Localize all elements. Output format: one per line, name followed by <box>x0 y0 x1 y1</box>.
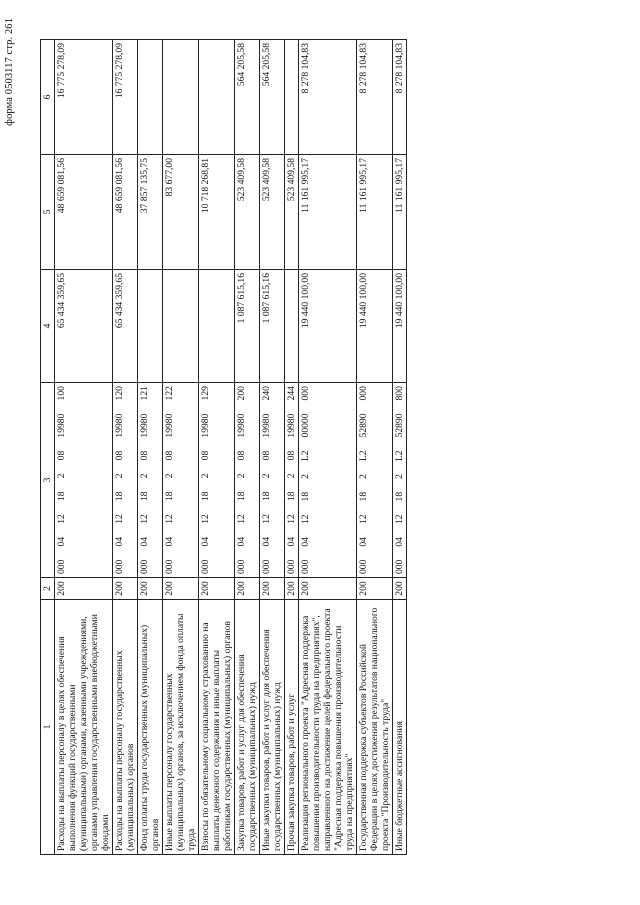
table-row <box>357 40 393 855</box>
table-row <box>260 40 285 855</box>
code-segment: 08 <box>261 450 272 461</box>
row-line-code: 200 <box>55 578 113 600</box>
code-segment: 19980 <box>56 413 67 438</box>
row-approved <box>285 270 299 383</box>
code-segment: 000 <box>164 559 175 574</box>
row-budget-code <box>113 383 138 578</box>
row-unexecuted: 8 278 104,83 <box>357 40 393 155</box>
code-segment: 52890 <box>358 413 369 438</box>
row-budget-code <box>138 383 163 578</box>
row-line-code: 200 <box>199 578 235 600</box>
row-executed: 83 677,00 <box>163 155 199 270</box>
row-unexecuted: 16 775 278,09 <box>113 40 138 155</box>
code-segment: 2 <box>164 473 175 479</box>
column-header: 1 <box>41 600 55 855</box>
row-unexecuted: 8 278 104,83 <box>299 40 357 155</box>
row-approved: 1 087 615,16 <box>260 270 285 383</box>
code-segment: 000 <box>286 559 297 574</box>
row-unexecuted: 16 775 278,09 <box>55 40 113 155</box>
column-header: 6 <box>41 40 55 155</box>
code-segment: 12 <box>394 514 405 525</box>
row-budget-code <box>285 383 299 578</box>
code-segment: 12 <box>164 514 175 524</box>
code-segment: 12 <box>200 514 211 524</box>
row-approved: 19 440 100,00 <box>357 270 393 383</box>
code-segment: 2 <box>200 473 211 479</box>
code-segment: 2 <box>286 473 297 479</box>
code-segment: 04 <box>139 536 150 547</box>
code-segment: 19980 <box>200 413 211 438</box>
code-segment: 08 <box>286 450 297 461</box>
row-name: Фонд оплаты труда государственных (муниципальных) органов <box>138 600 163 855</box>
row-name: Закупка товаров, работ и услуг для обеспечения государственных (муниципальных) нужд <box>235 600 260 855</box>
table-row <box>199 40 235 855</box>
row-name: Расходы на выплаты персоналу государственных (муниципальных) органов <box>113 600 138 855</box>
code-segment: 129 <box>200 386 211 401</box>
code-segment: 000 <box>358 559 369 574</box>
row-name: Иные выплаты персоналу государственных (муниципальных) органов, за исключением фонда оплаты труда <box>163 600 199 855</box>
table-row <box>285 40 299 855</box>
table-row <box>113 40 138 855</box>
row-approved: 65 434 359,65 <box>55 270 113 383</box>
code-segment: 04 <box>200 536 211 547</box>
row-unexecuted: 564 205,58 <box>260 40 285 155</box>
code-segment: 120 <box>114 386 125 401</box>
row-executed: 11 161 995,17 <box>357 155 393 270</box>
code-segment: 18 <box>261 491 272 501</box>
code-segment: 18 <box>164 491 175 501</box>
row-line-code: 200 <box>163 578 199 600</box>
code-segment: 2 <box>236 473 247 479</box>
code-segment: 04 <box>164 536 175 547</box>
code-segment: 000 <box>394 559 405 574</box>
code-segment: 19980 <box>261 413 272 438</box>
code-segment: 12 <box>358 514 369 525</box>
code-segment: 18 <box>300 491 311 502</box>
column-number-row <box>41 40 55 855</box>
row-executed: 48 659 081,56 <box>113 155 138 270</box>
code-segment: 000 <box>56 559 67 574</box>
column-header: 2 <box>41 578 55 600</box>
code-segment: 000 <box>300 559 311 574</box>
code-segment: 08 <box>139 450 150 461</box>
code-segment: 18 <box>286 491 297 501</box>
code-segment: 000 <box>139 559 150 574</box>
code-segment: L2 <box>300 450 311 462</box>
code-segment: 18 <box>358 491 369 502</box>
code-segment: L2 <box>394 450 405 462</box>
code-segment: 122 <box>164 386 175 401</box>
table-row <box>299 40 357 855</box>
code-segment: 04 <box>56 536 67 547</box>
code-segment: 2 <box>358 474 369 479</box>
row-executed: 523 409,58 <box>260 155 285 270</box>
code-segment: 04 <box>236 536 247 547</box>
row-budget-code <box>199 383 235 578</box>
code-segment: 12 <box>139 514 150 524</box>
code-segment: 19980 <box>164 413 175 438</box>
code-segment: 04 <box>114 536 125 547</box>
code-segment: 18 <box>236 491 247 501</box>
code-segment: 12 <box>56 514 67 524</box>
row-executed: 11 161 995,17 <box>393 155 407 270</box>
table-row <box>163 40 199 855</box>
row-approved: 19 440 100,00 <box>299 270 357 383</box>
row-line-code: 200 <box>138 578 163 600</box>
row-line-code: 200 <box>299 578 357 600</box>
code-segment: 12 <box>114 514 125 524</box>
code-segment: 100 <box>56 386 67 401</box>
code-segment: 19980 <box>236 413 247 438</box>
row-approved <box>163 270 199 383</box>
row-budget-code <box>357 383 393 578</box>
code-segment: L2 <box>358 450 369 462</box>
row-unexecuted: 564 205,58 <box>235 40 260 155</box>
code-segment: 2 <box>300 474 311 479</box>
row-approved <box>138 270 163 383</box>
row-budget-code <box>163 383 199 578</box>
table-row <box>138 40 163 855</box>
row-line-code: 200 <box>357 578 393 600</box>
row-executed: 37 857 135,75 <box>138 155 163 270</box>
code-segment: 000 <box>358 386 369 401</box>
row-executed: 523 409,58 <box>285 155 299 270</box>
row-executed: 10 718 268,81 <box>199 155 235 270</box>
row-executed: 48 659 081,56 <box>55 155 113 270</box>
row-executed: 11 161 995,17 <box>299 155 357 270</box>
code-segment: 19980 <box>139 413 150 438</box>
budget-table <box>40 39 407 855</box>
table-row <box>55 40 113 855</box>
row-line-code: 200 <box>285 578 299 600</box>
table-row <box>235 40 260 855</box>
code-segment: 2 <box>114 473 125 479</box>
code-segment: 200 <box>236 386 247 401</box>
row-unexecuted <box>163 40 199 155</box>
row-line-code: 200 <box>113 578 138 600</box>
code-segment: 08 <box>236 450 247 461</box>
row-line-code: 200 <box>393 578 407 600</box>
row-name: Иные закупки товаров, работ и услуг для обеспечения государственных (муниципальных) нужд <box>260 600 285 855</box>
row-approved: 1 087 615,16 <box>235 270 260 383</box>
code-segment: 18 <box>114 491 125 501</box>
code-segment: 12 <box>236 514 247 524</box>
column-header: 4 <box>41 270 55 383</box>
row-name: Прочая закупка товаров, работ и услуг <box>285 600 299 855</box>
row-unexecuted <box>138 40 163 155</box>
row-budget-code <box>299 383 357 578</box>
row-name: Расходы на выплаты персоналу в целях обеспечения выполнения функций государственными (муниципальными) органами, казенными учреждениями, органами управления государственными внебюджетными фондами <box>55 600 113 855</box>
code-segment: 19980 <box>286 413 297 438</box>
code-segment: 000 <box>236 559 247 574</box>
code-segment: 18 <box>200 491 211 501</box>
row-name: Государственная поддержка субъектов Российской Федерации в целях достижения результатов национального проекта "Производительность труда" <box>357 600 393 855</box>
code-segment: 08 <box>164 450 175 461</box>
code-segment: 244 <box>286 386 297 401</box>
code-segment: 18 <box>139 491 150 501</box>
code-segment: 00000 <box>300 413 311 438</box>
code-segment: 04 <box>261 536 272 547</box>
row-unexecuted <box>285 40 299 155</box>
code-segment: 04 <box>286 536 297 547</box>
code-segment: 12 <box>261 514 272 524</box>
column-header: 5 <box>41 155 55 270</box>
code-segment: 52890 <box>394 413 405 438</box>
column-header: 3 <box>41 383 55 578</box>
row-budget-code <box>55 383 113 578</box>
row-budget-code <box>393 383 407 578</box>
code-segment: 000 <box>114 559 125 574</box>
row-executed: 523 409,58 <box>235 155 260 270</box>
row-unexecuted <box>199 40 235 155</box>
code-segment: 12 <box>300 514 311 525</box>
code-segment: 2 <box>394 474 405 479</box>
row-approved: 65 434 359,65 <box>113 270 138 383</box>
code-segment: 08 <box>114 450 125 461</box>
row-approved: 19 440 100,00 <box>393 270 407 383</box>
row-approved <box>199 270 235 383</box>
code-segment: 18 <box>394 491 405 502</box>
code-segment: 121 <box>139 386 150 401</box>
row-budget-code <box>235 383 260 578</box>
code-segment: 2 <box>139 473 150 479</box>
code-segment: 18 <box>56 491 67 501</box>
row-name: Взносы по обязательному социальному страхованию на выплаты денежного содержания и иные выплаты работникам государственных (муниципальных) органов <box>199 600 235 855</box>
row-line-code: 200 <box>260 578 285 600</box>
code-segment: 240 <box>261 386 272 401</box>
code-segment: 19980 <box>114 413 125 438</box>
code-segment: 2 <box>261 473 272 479</box>
code-segment: 04 <box>358 537 369 547</box>
row-name: Реализация регионального проекта "Адресная поддержка повышения производительности труда на предприятиях", направленного на достижение целей федерального проекта "Адресная поддержка повышения производительности труда на предприятиях" <box>299 600 357 855</box>
row-budget-code <box>260 383 285 578</box>
code-segment: 000 <box>300 386 311 401</box>
row-line-code: 200 <box>235 578 260 600</box>
code-segment: 2 <box>56 473 67 479</box>
code-segment: 000 <box>200 559 211 574</box>
table-row <box>393 40 407 855</box>
row-name: Иные бюджетные ассигнования <box>393 600 407 855</box>
code-segment: 12 <box>286 514 297 524</box>
code-segment: 08 <box>56 450 67 461</box>
code-segment: 04 <box>394 537 405 547</box>
form-label: форма 0503117 стр. 261 <box>4 18 15 126</box>
code-segment: 04 <box>300 537 311 547</box>
code-segment: 800 <box>394 386 405 401</box>
code-segment: 08 <box>200 450 211 461</box>
row-unexecuted: 8 278 104,83 <box>393 40 407 155</box>
code-segment: 000 <box>261 559 272 574</box>
